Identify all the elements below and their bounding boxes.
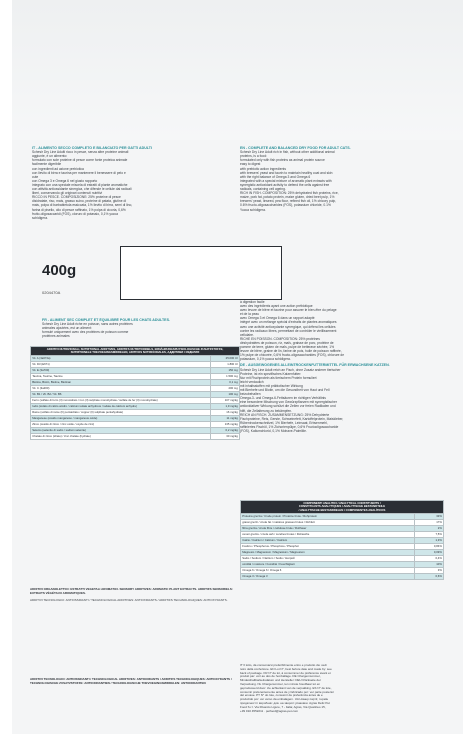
en-line: radicals, containing cell ageing. <box>240 187 286 192</box>
fr-continued-lines <box>240 300 440 361</box>
analytic-row-value: 0,4% <box>414 555 443 561</box>
en-line: with the right balance of Omega 3 and Omega 6 <box>240 174 311 179</box>
sensory-additives-text: ADDITIVI ORGANOLETTICI: ESTRATTI VEGETALI AROMATICI. SENSORY ADDITIVES: AROMATIC PLANT EXTRACTS. ADDITIFS SENSORIELS: EXTRAITS VÉGÉTAUX AROMATIQUES. <box>30 588 233 595</box>
analytic-row-label: ceneri grezze / crude ash / cendres brutes / Rohasche <box>241 531 415 537</box>
fr-continued-line: et de la peau <box>240 312 260 317</box>
english-description <box>240 146 440 238</box>
de-line: REICH AN FISCH. ZUSAMMENSETZUNG: 25% Dehydrierte <box>240 412 330 417</box>
additives-header-line-2: NUTRITIONELE TOEVOEGINGSMIDDELEN, ADITIVOS NUTRICIONALES, АДДИТИВИ / ИЗДЕЛИЯ <box>70 350 200 355</box>
en-line: Yucca schidigera. <box>240 207 266 212</box>
analytic-row-value: 3% <box>414 567 443 573</box>
analytic-row-label: Magnesio / Magnesium / Magnésium / Magnesium <box>241 549 415 555</box>
additive-row-value: 1.500 mg <box>210 374 239 380</box>
fr-heading: FR - ALIMENT SEC COMPLET ET ÉQUILIBRÉ POUR LES CHATS ADULTES. <box>42 318 170 322</box>
de-line: (FOS), Kaliumchlorid, 0,1% Mohave-Palmlilie. <box>240 429 307 434</box>
analytic-table-header <box>241 501 444 514</box>
fr-line: animales ajoutées, est un aliment: <box>42 326 92 331</box>
italian-description <box>32 146 228 238</box>
it-line: farina di pisello, olio di pesce raffinato, 1% polpa di cicoria, 0,6% <box>32 207 126 212</box>
additive-row-value: 25.000 UI <box>210 356 239 362</box>
additive-row-value: 1,9 mg/kg <box>210 404 239 410</box>
it-line: con lievito di birra e taurina per mantenere il benessere di pelo e <box>32 170 126 175</box>
analytic-row <box>241 573 444 579</box>
footer-lot-line: +39 010 4552211 · petfood@agras-pet.com <box>240 709 299 713</box>
analytic-row-label: Omega 3 / Omega 3 <box>241 573 415 579</box>
it-line: Schesir Dry Line Adulti ricco in pesce, senza altre proteine animali <box>32 150 129 155</box>
additive-row-value: 150 mg <box>210 368 239 374</box>
footer-lot-line: retro della confezione. EN Lot N°, best before date and made by: see <box>240 667 332 671</box>
en-line: with prebiotic action ingredients <box>240 166 286 171</box>
fr-continued-line: levure de bière, graine de lin, farine de pois, huile de poisson raffinée, <box>240 349 342 354</box>
fr-continued-line: déshydratées de poisson, riz, maïs, graisse de porc, protéine de <box>240 340 334 345</box>
additive-row <box>31 434 240 440</box>
de-line: mit Bierhefe und Biotin, um die Gesundheit von Haut und Fell <box>240 388 330 393</box>
additive-row-value: 0,2 mg/kg <box>210 428 239 434</box>
additives-table <box>30 346 240 440</box>
additive-row-label: Vit. C (3a300) <box>31 386 211 392</box>
analytic-row-value: 7,5% <box>414 531 443 537</box>
en-line: easy to digest <box>240 162 261 167</box>
it-line: mais, polpa di barbabietola essiccata, 1% lievito di birra, semi di lino, <box>32 203 133 208</box>
analytic-row-label: grassi grezzi / crude fat / matières grasses brutes / Rohfett <box>241 519 415 525</box>
footer-lot-line: IT Il lotto, da consumarsi preferibilmente entro e prodotto da: vedi <box>240 664 327 667</box>
fr-continued-line: à digestion facile <box>240 300 265 304</box>
it-heading: IT - ALIMENTO SECCO COMPLETO E BILANCIATO PER GATTI ADULTI <box>32 146 152 150</box>
additive-row-value: 0,1 mg <box>210 380 239 386</box>
de-lines <box>240 368 440 434</box>
de-line: antioxidativer Wirkung schützt die Zellen vor freien Radikalen und <box>240 404 336 409</box>
additive-row-label: Biotina, Biotin, Biotine, Biotinan <box>31 380 211 386</box>
additive-row-value: 30 mg/kg <box>210 434 239 440</box>
additive-row-value: 100 mg <box>210 392 239 398</box>
lot-info-window <box>120 246 282 300</box>
right-description-column <box>240 300 440 500</box>
sensory-additives <box>30 588 240 628</box>
footer-lot-lines <box>240 664 444 713</box>
analytic-header-line-2: CONSTITUANTS ANALYTIQUES / ANALYTISCHE BESTANDTEILE <box>298 504 386 509</box>
de-line: beizubehalten <box>240 392 261 397</box>
additive-row-label: Manganese (ossido manganoso / manganous oxide) <box>31 416 211 422</box>
technological-additives-text: ADDITIVI TECNOLOGICI: ANTIOSSIDANTI / TECHNOLOGICAL ADDITIVES: ANTIOXIDANTS / ADDITIFS TECHNOLOGIQUES: ANTIOXYDANTS. <box>30 597 228 602</box>
footer-lot-line: geproduceerd door: zie achterkant van de verpakking. ES N° de lote, <box>240 686 332 690</box>
en-line: synergistic antioxidant activity to defend the cells against free <box>240 182 330 187</box>
footer-lot-line: del envase. PT N° do lote, consumir de preferência antes de e <box>240 694 323 698</box>
analytic-row-value: 2% <box>414 525 443 531</box>
en-line: maize, pork fat, potato protein, maize gluten, dried beet pulp, 1% <box>240 195 335 200</box>
additives-header-line-1: ADDITIVI NUTRIZIONALI, NUTRITIONAL ADDITIVES, ADDITIFS NUTRITIONNELS, ERNÄHRUNGSPHYSIOLOGISCHE ZUSATZSTOFFE, <box>46 346 224 351</box>
analytic-row-label: fibra grezza / crude fibre / cellulose brute / Rohfaser <box>241 525 415 531</box>
additive-row-label: Vit. D3 (E671) <box>31 362 211 368</box>
de-line: raffiniertes Fischöl, 1% Zichorienpülpe, 0,6% Fructooligosaccharide <box>240 424 339 429</box>
de-line: mit inhaltsstoffen mit präbiotischer Wirkung <box>240 383 303 388</box>
it-line: facilmente digeribile <box>32 162 62 167</box>
additive-row-label: Iodio (iodato di calcio anidro / calcium iodate anhydrous / iodate de calcium anhydre) <box>31 404 211 410</box>
fr-continued-line: avec une activité antioxydante synergique, qui défend les cellules <box>240 324 336 329</box>
net-weight: 400g <box>42 262 77 279</box>
fr-continued-line: cellulaire. <box>240 332 254 337</box>
additive-row-label: Taurina, Taurine, Taurine <box>31 374 211 380</box>
it-lines <box>32 150 228 220</box>
fr-continued-line: pomme de terre, gluten de maïs, pulpe de betterave séchée, 1% <box>240 345 335 350</box>
footer-lot-line: Verpackung. NL Chargenummer, ten minste houdbaar tot en <box>240 682 321 686</box>
de-line: hilft, die Zellalterung zu bekämpfen. <box>240 408 293 413</box>
footer-lot-line: Mindesthaltbarkeitsdatum und Hersteller: DEU Rückseite der <box>240 679 321 683</box>
analytic-row-label: Omega 6 / Omega 6 / Omega 6 <box>241 567 415 573</box>
en-line: integrated with a special mixture of aromatic plant extracts with <box>240 178 332 183</box>
analytic-row-value: 0,09% <box>414 549 443 555</box>
additive-row-value: 11 mg/kg <box>210 416 239 422</box>
fr-line: protéines animales <box>42 334 70 339</box>
analytic-row-label: Sodio / Sodium / Natrium / Sodio / Натрий <box>241 555 415 561</box>
bag-top-band <box>12 0 463 140</box>
en-line: with brewers' yeast and taurin to maintain healthy coat and skin <box>240 170 333 175</box>
analytic-row-label: Fosforo / Phosphorus / Phosphore / Phosphor <box>241 543 415 549</box>
it-line: frutto-oligosaccaridi (FOS), cloruro di potassio, 0,1% yucca <box>32 211 118 216</box>
fr-line: formulé uniquement avec des protéines de poisson comme <box>42 330 129 335</box>
de-line: eine besondere Mischung von Gewürzpflanzen mit synergistischer <box>240 400 337 405</box>
en-line: proteins, is a food: <box>240 154 267 159</box>
en-line: Schesir Dry Line Adult rich in fish, without other additional animal <box>240 150 335 155</box>
footer-lot-line: consumir preferentemente antes de y fabricado por: ver parte posterior <box>240 690 335 694</box>
analytic-row-value: 0,6% <box>414 573 443 579</box>
fr-line: Schesir Dry Line Adult riche en poisson, sans autres protéines <box>42 322 133 327</box>
footer-lot-line: back of package. FR N° de lot, à consommer de préférence avant et <box>240 671 331 675</box>
footer-lot-line: Food S.r.l. Via Rivarolo Ligure, 7 - Italia; Agras, Via Quattrieo 15, <box>240 705 326 709</box>
additive-row-label: Ferro (solfato di ferro (II) monoidrato / iron (II) sulphate monohydrate / sulfate de fer (II) monohydraté) <box>31 398 211 404</box>
de-line: Fischproteine, Reis, Gerste, Schweinefett, Kartoffelprotein, Maiskleber, <box>240 416 344 421</box>
en-line: RICH IN FISH. COMPOSITION: 25% dehydrated fish proteins, rice, <box>240 191 339 196</box>
fr-continued-line: RICHE EN POISSON. COMPOSITION: 25% protéines <box>240 336 320 341</box>
it-line: con ingredienti ad azione prebiotica <box>32 166 84 171</box>
product-bag-back <box>12 0 463 734</box>
analytic-row-value: 17% <box>414 519 443 525</box>
additive-row-label: Vit. E (3a700) <box>31 368 211 374</box>
fr-continued-line: avec Omega 3 et Omega 6 dans un rapport adapté <box>240 316 315 321</box>
analytic-header-line-3: / ANALYTISCHE BESTANDDELEN / COMPONENTES ANALÍTICOS <box>298 507 386 512</box>
analytic-row-value: 0,84% <box>414 543 443 549</box>
footer-lot-line: produit par: voir au dos de l'emballage. DE Chargennummer, <box>240 675 321 679</box>
fr-continued-line: contre les radicaux libres, permettant de contrôler le vieillissement <box>240 328 337 333</box>
product-code: 0204470A <box>42 290 61 295</box>
additives-table-header <box>31 347 240 356</box>
it-line: schidigera. <box>32 215 48 220</box>
en-line: brewers' yeast, linseed, pea flour, refined fish oil, 1% chicory pulp, <box>240 199 337 204</box>
footer-lot-line: produzido por: ver verso da embalagem. UA Номер партії, термін <box>240 698 329 702</box>
additive-row-value: 200 mg <box>210 386 239 392</box>
fr-continued-line: avec levure de bière et taurine pour assurer le bien-être du pelage <box>240 308 337 313</box>
fr-lines <box>42 322 234 338</box>
analytic-constituents-table <box>240 500 444 580</box>
en-lines <box>240 150 440 211</box>
it-line: disidratate, riso, mais, grasso suino, proteine di patata, glutine di <box>32 199 127 204</box>
footer-technological-text: ADDITIVI TECNOLOGICI: ANTIOSSIDANTI / TECHNOLOGICAL ADDITIVES: ANTIOXIDANTS / ADDITIFS TECHNOLOGIQUES: ANTIOXYDANTS / TECHNOLOGISCHE ZUSATZSTOFFE: ANTIOXIDANTIEN / TECHNOLOGISCHE TOEVOEGINGSMIDDELEN: ANTIOXIDANTEN <box>30 678 232 685</box>
de-line: leicht verdaulich <box>240 379 264 384</box>
analytic-row-value: 10% <box>414 561 443 567</box>
analytic-header-line-1: COMPONENTI ANALITICI / ANALYTICAL CONSTITUENTS / <box>303 500 381 505</box>
analytic-row-value: 1,3% <box>414 537 443 543</box>
fr-continued-line: potassium, 0,1% yucca schidigera. <box>240 357 291 362</box>
french-description <box>42 318 234 342</box>
it-line: aggiunte, è un alimento: <box>32 154 68 159</box>
it-line: con Omega 3 e Omega 6 nel giusto rapporto <box>32 178 98 183</box>
de-line: Rübentrockenschnitzel, 1% Bierhefe, Leinsaat, Erbsenmehl, <box>240 420 328 425</box>
additive-row-label: Selenio (selenito di sodio / sodium selenite) <box>31 428 211 434</box>
de-line: Omega-3- und Omega-6-Fettsäuren im richtigen Verhältnis <box>240 396 326 401</box>
it-line: cute <box>32 174 39 179</box>
en-heading: EN - COMPLETE AND BALANCED DRY FOOD FOR ADULT CATS. <box>240 146 351 150</box>
en-line: formulated only with fish proteins as animal protein source <box>240 158 325 163</box>
additive-row-value: 16 mg/kg <box>210 410 239 416</box>
fr-continued-line: intégré avec un mélange spécial d'extraits de plantes aromatiques <box>240 320 337 325</box>
footer-technological <box>30 678 240 702</box>
additive-row-label: Chelato di zinco (idrato) / zinc chelate (hydrate) <box>31 434 211 440</box>
it-line: formulato con sole proteine di pesce come fonte proteica animale <box>32 158 128 163</box>
analytic-row-value: 33% <box>414 513 443 519</box>
de-line: Nur mit Fischprotein als tierischem Protein formuliert <box>240 375 317 380</box>
additive-row-value: 107 mg/kg <box>210 398 239 404</box>
fr-continued-line: 1% pulpe de chicorée, 0,6% fructo-oligosaccharides (FOS), chlorure de <box>240 353 345 358</box>
fr-continued-line: avec des ingrédients ayant une action prébiotique <box>240 304 313 309</box>
de-line: Schesir Dry Line Adult reich an Fisch, ohne Zusatz anderer tierischer <box>240 367 341 372</box>
it-line: integrato con una speciale miscela di estratti di piante aromatiche <box>32 182 128 187</box>
footer-lot-line: придатності і виробник: див. на звороті упаковки. Agras Delic Pet <box>240 701 330 705</box>
additive-row-label: Rame (solfato di rame (II) pentaidrato / copper (II) sulphate pentahydrate) <box>31 410 211 416</box>
analytic-row-label: Calcio / Calcium / Calcium / Calcium <box>241 537 415 543</box>
additive-row-label: Vit. B1 / Vit. B2 / Vit. B6 <box>31 392 211 398</box>
it-line: RICCO IN PESCE. COMPOSIZIONE: 25% proteine di pesce <box>32 195 121 200</box>
analytic-row-label: umidità / moisture / humidité / Feuchtigkeit <box>241 561 415 567</box>
additive-row-value: 135 mg/kg <box>210 422 239 428</box>
de-heading: DE - AUSGEWOGENES ALLEINTROCKENFUTTERMITTEL FÜR ERWACHSENE KATZEN. <box>240 363 390 368</box>
it-line: con attività antiossidante sinergica, che difende le cellule dai radicali <box>32 187 132 192</box>
analytic-row-label: Proteina grezza / Crude protein / Protéine brute / Rohprotein <box>241 513 415 519</box>
additive-row-label: Vit. A (3a672a) <box>31 356 211 362</box>
it-line: liberi, conservando gli originari contenuti nutritivi <box>32 191 103 196</box>
additive-row-label: Zinco (ossido di zinco / zinc oxide / oxyde de zinc) <box>31 422 211 428</box>
additive-row-value: 1.800 UI <box>210 362 239 368</box>
de-line: Proteine, ist ein spezifisches Katzenfutter: <box>240 371 302 376</box>
en-line: 0.6% fructo-oligosaccharides (FOS), potassium chloride, 0.1% <box>240 203 331 208</box>
footer-lot-info <box>240 664 444 724</box>
